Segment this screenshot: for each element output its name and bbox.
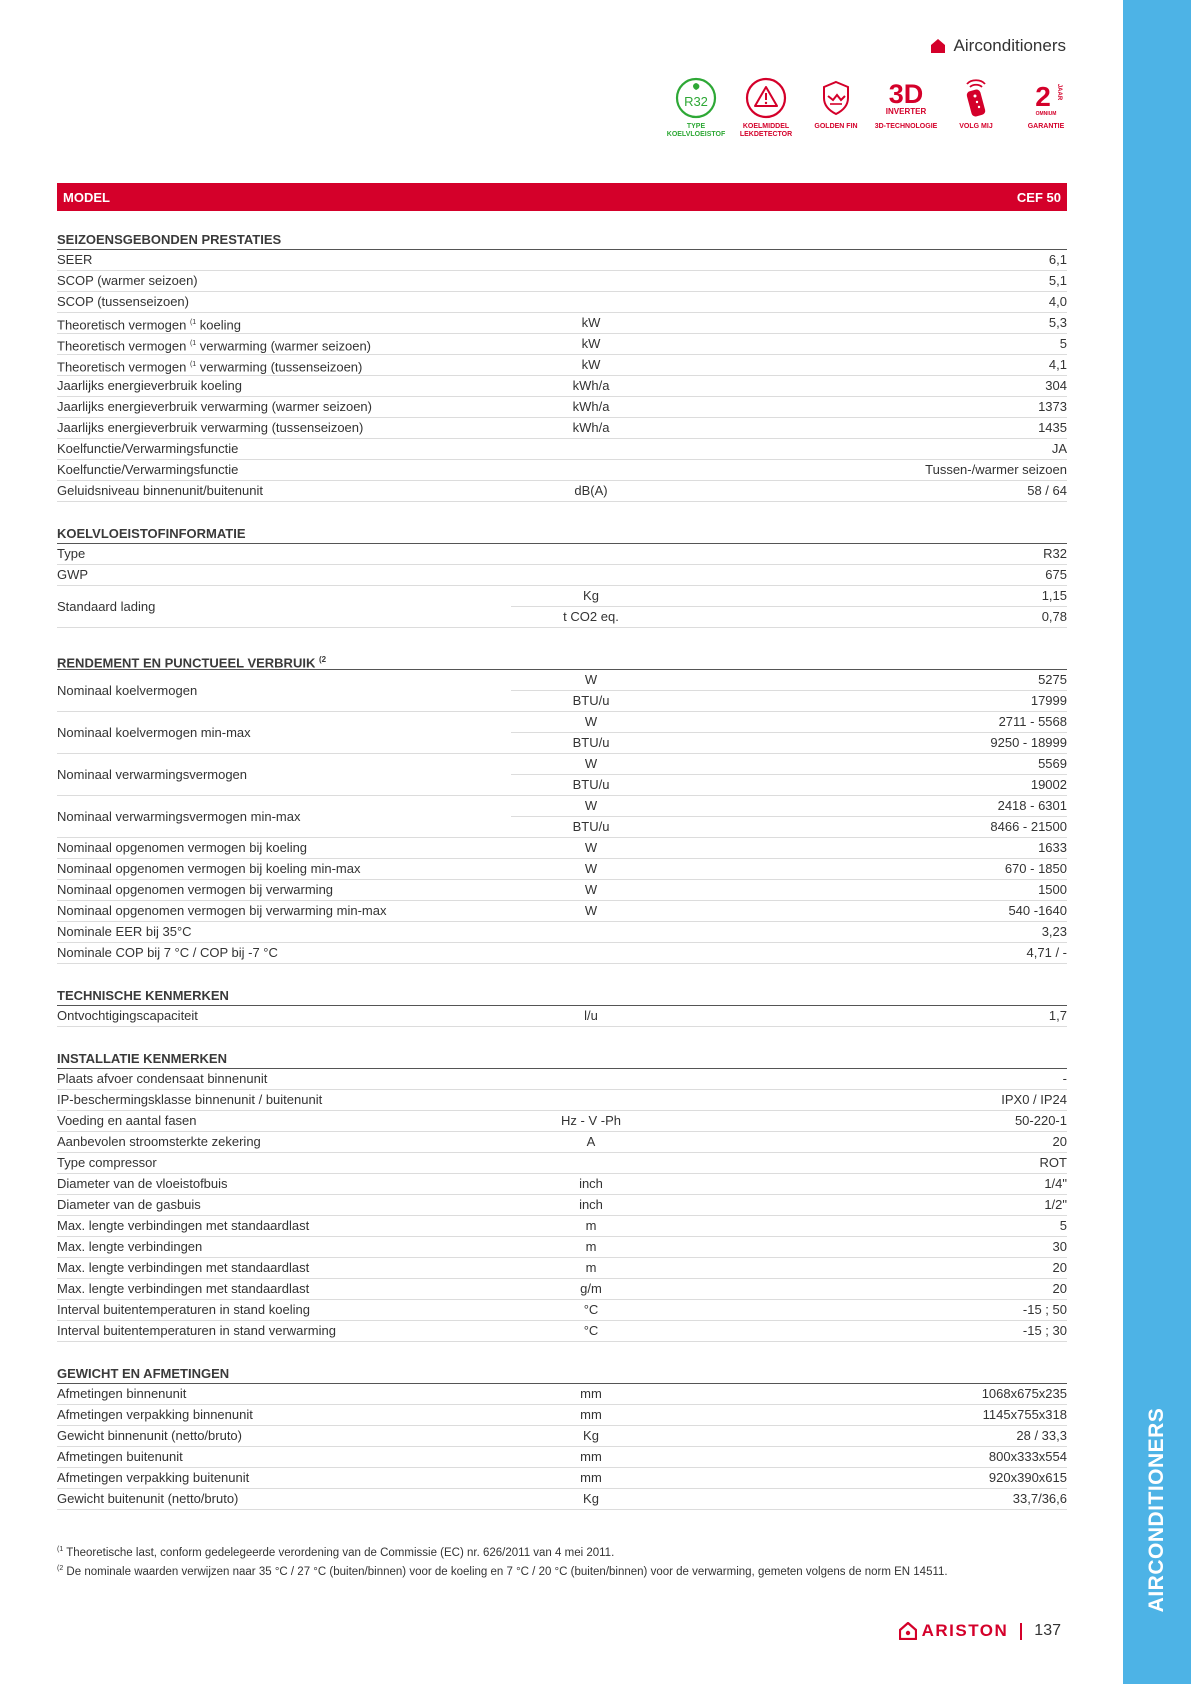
model-value: CEF 50 bbox=[1016, 189, 1061, 205]
row-label: Diameter van de vloeistofbuis bbox=[57, 1174, 511, 1195]
row-unit: W bbox=[511, 670, 671, 691]
row-value: 4,71 / - bbox=[671, 943, 1067, 964]
row-value: 1/4" bbox=[671, 1174, 1067, 1195]
table-row bbox=[57, 418, 1067, 439]
row-label: IP-beschermingsklasse binnenunit / buitenunit bbox=[57, 1090, 511, 1111]
table-row bbox=[57, 1468, 1067, 1489]
footnote-marker: (2 bbox=[57, 1564, 64, 1572]
row-value: 1,15 bbox=[671, 586, 1067, 607]
footnote bbox=[57, 1561, 1097, 1580]
row-unit: kWh/a bbox=[511, 376, 671, 397]
badge-r32 bbox=[660, 76, 732, 139]
row-label: Max. lengte verbindingen met standaardlast bbox=[57, 1216, 511, 1237]
warranty-number: 2 bbox=[1035, 81, 1051, 112]
row-unit: W bbox=[511, 859, 671, 880]
label-text: verwarming (tussenseizoen) bbox=[196, 359, 363, 375]
sub-row bbox=[511, 670, 1067, 691]
row-unit: °C bbox=[511, 1321, 671, 1342]
row-label: Interval buitentemperaturen in stand verwarming bbox=[57, 1321, 511, 1342]
model-header bbox=[57, 183, 1067, 211]
row-unit: kWh/a bbox=[511, 397, 671, 418]
footnote-marker: (1 bbox=[189, 340, 197, 347]
row-unit: m bbox=[511, 1216, 671, 1237]
row-label: Plaats afvoer condensaat binnenunit bbox=[57, 1069, 511, 1090]
row-label: Max. lengte verbindingen met standaardlast bbox=[57, 1279, 511, 1300]
warranty-omnium: OMNIUM bbox=[1035, 111, 1057, 117]
row-label: Jaarlijks energieverbruik verwarming (warmer seizoen) bbox=[57, 397, 511, 418]
row-label: Standaard lading bbox=[57, 586, 511, 628]
row-value: -15 ; 50 bbox=[671, 1300, 1067, 1321]
row-label: Afmetingen verpakking binnenunit bbox=[57, 1405, 511, 1426]
row-label: Gewicht buitenunit (netto/bruto) bbox=[57, 1489, 511, 1510]
ariston-house-icon bbox=[899, 1622, 917, 1640]
table-row bbox=[57, 1258, 1067, 1279]
row-unit: W bbox=[511, 880, 671, 901]
footer-brand bbox=[899, 1621, 1061, 1641]
row-label: Nominaal koelvermogen min-max bbox=[57, 712, 511, 754]
sub-rows bbox=[511, 586, 1067, 628]
row-label: Afmetingen verpakking buitenunit bbox=[57, 1468, 511, 1489]
row-label bbox=[57, 355, 511, 376]
row-value: 1435 bbox=[671, 418, 1067, 439]
sub-row bbox=[511, 586, 1067, 607]
row-label: Nominaal verwarmingsvermogen bbox=[57, 754, 511, 796]
row-unit: BTU/u bbox=[511, 775, 671, 796]
badge-label-garantie: GARANTIE bbox=[1027, 123, 1065, 130]
row-label: Nominaal opgenomen vermogen bij verwarming bbox=[57, 880, 511, 901]
row-unit: m bbox=[511, 1258, 671, 1279]
table-row bbox=[57, 439, 1067, 460]
3d-inverter-icon bbox=[884, 76, 928, 120]
row-label: Interval buitentemperaturen in stand koeling bbox=[57, 1300, 511, 1321]
row-value: 304 bbox=[671, 376, 1067, 397]
section-title: TECHNISCHE KENMERKEN bbox=[57, 985, 1067, 1006]
table-row bbox=[57, 943, 1067, 964]
row-value: 2711 - 5568 bbox=[671, 712, 1067, 733]
section-installatie bbox=[57, 1048, 1067, 1342]
table-row bbox=[57, 838, 1067, 859]
warranty-icon bbox=[1024, 76, 1068, 120]
row-unit: A bbox=[511, 1132, 671, 1153]
section-seizoensgebonden bbox=[57, 229, 1067, 502]
row-value: 540 -1640 bbox=[671, 901, 1067, 922]
table-row bbox=[57, 1132, 1067, 1153]
row-label: SCOP (tussenseizoen) bbox=[57, 292, 511, 313]
row-value: 20 bbox=[671, 1279, 1067, 1300]
table-row bbox=[57, 481, 1067, 502]
row-label: SEER bbox=[57, 250, 511, 271]
row-unit: Hz - V -Ph bbox=[511, 1111, 671, 1132]
badge-label-lekdetector: KOELMIDDEL LEKDETECTOR bbox=[739, 123, 793, 138]
table-row-group bbox=[57, 670, 1067, 712]
row-label: Nominale EER bij 35°C bbox=[57, 922, 511, 943]
table-row bbox=[57, 355, 1067, 376]
row-value: 3,23 bbox=[671, 922, 1067, 943]
warning-triangle-icon bbox=[744, 76, 788, 120]
section-koelvloeistof bbox=[57, 523, 1067, 628]
table-row bbox=[57, 397, 1067, 418]
row-label: Jaarlijks energieverbruik verwarming (tussenseizoen) bbox=[57, 418, 511, 439]
sub-rows bbox=[511, 712, 1067, 754]
table-row bbox=[57, 1174, 1067, 1195]
section-rendement bbox=[57, 649, 1067, 964]
sub-row bbox=[511, 754, 1067, 775]
row-value: 20 bbox=[671, 1258, 1067, 1279]
row-label: Aanbevolen stroomsterkte zekering bbox=[57, 1132, 511, 1153]
sub-row bbox=[511, 733, 1067, 754]
table-row-group bbox=[57, 586, 1067, 628]
row-value: 30 bbox=[671, 1237, 1067, 1258]
label-text: Theoretisch vermogen bbox=[57, 359, 190, 375]
sub-rows bbox=[511, 754, 1067, 796]
table-row bbox=[57, 334, 1067, 355]
table-row-group bbox=[57, 754, 1067, 796]
row-label: Jaarlijks energieverbruik koeling bbox=[57, 376, 511, 397]
row-unit bbox=[511, 460, 671, 481]
row-label: Koelfunctie/Verwarmingsfunctie bbox=[57, 460, 511, 481]
brand-name: ARISTON bbox=[921, 1621, 1009, 1640]
row-label: Gewicht binnenunit (netto/bruto) bbox=[57, 1426, 511, 1447]
row-value: 50-220-1 bbox=[671, 1111, 1067, 1132]
row-value: 800x333x554 bbox=[671, 1447, 1067, 1468]
section-gewicht bbox=[57, 1363, 1067, 1510]
row-value: 5 bbox=[671, 334, 1067, 355]
row-value: 20 bbox=[671, 1132, 1067, 1153]
table-row bbox=[57, 292, 1067, 313]
brand-divider bbox=[1020, 1623, 1022, 1640]
table-row bbox=[57, 1447, 1067, 1468]
table-row bbox=[57, 1153, 1067, 1174]
table-row bbox=[57, 1384, 1067, 1405]
row-value: 6,1 bbox=[671, 250, 1067, 271]
table-row bbox=[57, 1300, 1067, 1321]
row-unit: inch bbox=[511, 1174, 671, 1195]
row-label: SCOP (warmer seizoen) bbox=[57, 271, 511, 292]
row-unit bbox=[511, 292, 671, 313]
table-row bbox=[57, 271, 1067, 292]
row-value: 28 / 33,3 bbox=[671, 1426, 1067, 1447]
category-label: Airconditioners bbox=[953, 36, 1066, 55]
table-row bbox=[57, 544, 1067, 565]
row-unit bbox=[511, 922, 671, 943]
table-row bbox=[57, 565, 1067, 586]
table-row-group bbox=[57, 796, 1067, 838]
table-row-group bbox=[57, 712, 1067, 754]
footnote-marker: (1 bbox=[189, 319, 197, 326]
table-row bbox=[57, 1216, 1067, 1237]
badge-label-koelvloeistof: TYPE KOELVLOEISTOF bbox=[666, 123, 726, 138]
row-label: Nominaal opgenomen vermogen bij koeling min-max bbox=[57, 859, 511, 880]
sub-row bbox=[511, 817, 1067, 838]
row-value: 1633 bbox=[671, 838, 1067, 859]
row-value: 5275 bbox=[671, 670, 1067, 691]
label-text: Theoretisch vermogen bbox=[57, 317, 190, 333]
row-unit: BTU/u bbox=[511, 733, 671, 754]
row-label: Afmetingen buitenunit bbox=[57, 1447, 511, 1468]
feature-badges bbox=[660, 76, 1080, 158]
row-unit: kW bbox=[511, 334, 671, 355]
row-label: Voeding en aantal fasen bbox=[57, 1111, 511, 1132]
table-row bbox=[57, 922, 1067, 943]
row-unit: inch bbox=[511, 1195, 671, 1216]
row-unit: l/u bbox=[511, 1006, 671, 1027]
row-value: 1145x755x318 bbox=[671, 1405, 1067, 1426]
label-text: verwarming (warmer seizoen) bbox=[196, 338, 372, 354]
row-value: R32 bbox=[671, 544, 1067, 565]
row-label: Nominaal koelvermogen bbox=[57, 670, 511, 712]
row-unit: dB(A) bbox=[511, 481, 671, 502]
row-value: 1068x675x235 bbox=[671, 1384, 1067, 1405]
row-unit: kWh/a bbox=[511, 418, 671, 439]
row-label bbox=[57, 334, 511, 355]
row-value: 1/2" bbox=[671, 1195, 1067, 1216]
3d-text: 3D bbox=[888, 79, 924, 109]
row-label: Nominaal opgenomen vermogen bij koeling bbox=[57, 838, 511, 859]
sub-row bbox=[511, 607, 1067, 628]
row-unit: mm bbox=[511, 1405, 671, 1426]
row-value: 2418 - 6301 bbox=[671, 796, 1067, 817]
row-label: Afmetingen binnenunit bbox=[57, 1384, 511, 1405]
table-row bbox=[57, 1090, 1067, 1111]
badge-label-3d: 3D-TECHNOLOGIE bbox=[874, 123, 938, 130]
row-value: -15 ; 30 bbox=[671, 1321, 1067, 1342]
row-unit: W bbox=[511, 796, 671, 817]
row-label: Type bbox=[57, 544, 511, 565]
row-value: JA bbox=[671, 439, 1067, 460]
sub-row bbox=[511, 796, 1067, 817]
house-icon bbox=[930, 38, 946, 54]
sub-rows bbox=[511, 670, 1067, 712]
row-unit bbox=[511, 544, 671, 565]
badge-volg-mij bbox=[940, 76, 1012, 131]
row-value: 58 / 64 bbox=[671, 481, 1067, 502]
row-value: 670 - 1850 bbox=[671, 859, 1067, 880]
model-label: MODEL bbox=[63, 189, 110, 205]
row-value: 9250 - 18999 bbox=[671, 733, 1067, 754]
footnote-marker: (2 bbox=[318, 655, 327, 664]
table-row bbox=[57, 880, 1067, 901]
row-unit bbox=[511, 271, 671, 292]
row-value: 33,7/36,6 bbox=[671, 1489, 1067, 1510]
row-unit bbox=[511, 1153, 671, 1174]
row-unit bbox=[511, 1069, 671, 1090]
sub-row bbox=[511, 691, 1067, 712]
row-value: 675 bbox=[671, 565, 1067, 586]
table-row bbox=[57, 1111, 1067, 1132]
row-label: Geluidsniveau binnenunit/buitenunit bbox=[57, 481, 511, 502]
row-unit: W bbox=[511, 754, 671, 775]
row-value: IPX0 / IP24 bbox=[671, 1090, 1067, 1111]
row-value: 4,1 bbox=[671, 355, 1067, 376]
section-title: INSTALLATIE KENMERKEN bbox=[57, 1048, 1067, 1069]
section-title bbox=[57, 649, 1067, 670]
footnote-marker: (1 bbox=[57, 1546, 64, 1553]
row-unit: °C bbox=[511, 1300, 671, 1321]
row-value: Tussen-/warmer seizoen bbox=[671, 460, 1067, 481]
row-value: 17999 bbox=[671, 691, 1067, 712]
row-unit: BTU/u bbox=[511, 817, 671, 838]
row-unit: W bbox=[511, 901, 671, 922]
row-unit: mm bbox=[511, 1468, 671, 1489]
badge-golden-fin bbox=[800, 76, 872, 131]
row-value: 5 bbox=[671, 1216, 1067, 1237]
table-row bbox=[57, 1069, 1067, 1090]
table-row bbox=[57, 1321, 1067, 1342]
row-unit: mm bbox=[511, 1384, 671, 1405]
row-unit: W bbox=[511, 712, 671, 733]
badge-3d-inverter bbox=[870, 76, 942, 131]
table-row bbox=[57, 1279, 1067, 1300]
row-label: Nominaal opgenomen vermogen bij verwarming min-max bbox=[57, 901, 511, 922]
section-technisch bbox=[57, 985, 1067, 1027]
r32-leaf-icon bbox=[674, 76, 718, 120]
row-unit bbox=[511, 1090, 671, 1111]
row-label: Type compressor bbox=[57, 1153, 511, 1174]
row-value: 1373 bbox=[671, 397, 1067, 418]
row-value: 5,3 bbox=[671, 313, 1067, 334]
table-row bbox=[57, 313, 1067, 334]
page-number: 137 bbox=[1034, 1622, 1061, 1639]
row-unit bbox=[511, 943, 671, 964]
category-header bbox=[930, 36, 1066, 56]
table-row bbox=[57, 859, 1067, 880]
remote-control-icon bbox=[954, 76, 998, 120]
row-label: Nominaal verwarmingsvermogen min-max bbox=[57, 796, 511, 838]
badge-lekdetector bbox=[730, 76, 802, 139]
row-label: Nominale COP bij 7 °C / COP bij -7 °C bbox=[57, 943, 511, 964]
row-label: Max. lengte verbindingen bbox=[57, 1237, 511, 1258]
row-unit: BTU/u bbox=[511, 691, 671, 712]
table-row bbox=[57, 376, 1067, 397]
badge-label-golden-fin: GOLDEN FIN bbox=[814, 123, 858, 130]
golden-fin-icon bbox=[814, 76, 858, 120]
row-value: 1,7 bbox=[671, 1006, 1067, 1027]
row-value: 8466 - 21500 bbox=[671, 817, 1067, 838]
section-title: GEWICHT EN AFMETINGEN bbox=[57, 1363, 1067, 1384]
spec-table bbox=[57, 183, 1067, 1531]
footnote bbox=[57, 1542, 1097, 1561]
inverter-text: INVERTER bbox=[885, 107, 927, 116]
section-title-text: RENDEMENT EN PUNCTUEEL VERBRUIK bbox=[57, 655, 316, 671]
footnote-marker: (1 bbox=[189, 361, 197, 368]
row-value: 5,1 bbox=[671, 271, 1067, 292]
table-row bbox=[57, 901, 1067, 922]
row-value: ROT bbox=[671, 1153, 1067, 1174]
row-unit: g/m bbox=[511, 1279, 671, 1300]
sub-row bbox=[511, 775, 1067, 796]
section-title: KOELVLOEISTOFINFORMATIE bbox=[57, 523, 1067, 544]
table-row bbox=[57, 1195, 1067, 1216]
footnote-text: De nominale waarden verwijzen naar 35 °C / 27 °C (buiten/binnen) voor de koeling en 7 °C / 20 °C (buiten/binnen) voor de verwarming, gemeten volgens de norm EN 14511. bbox=[63, 1565, 948, 1578]
table-row bbox=[57, 1006, 1067, 1027]
sub-rows bbox=[511, 796, 1067, 838]
section-title: SEIZOENSGEBONDEN PRESTATIES bbox=[57, 229, 1067, 250]
ariston-logo bbox=[899, 1621, 1009, 1641]
row-unit: kW bbox=[511, 355, 671, 376]
table-row bbox=[57, 460, 1067, 481]
label-text: Theoretisch vermogen bbox=[57, 338, 190, 354]
row-label: Max. lengte verbindingen met standaardlast bbox=[57, 1258, 511, 1279]
row-value: 0,78 bbox=[671, 607, 1067, 628]
row-label: Ontvochtigingscapaciteit bbox=[57, 1006, 511, 1027]
row-value: 920x390x615 bbox=[671, 1468, 1067, 1489]
row-label: Diameter van de gasbuis bbox=[57, 1195, 511, 1216]
badge-label-volg-mij: VOLG MIJ bbox=[959, 123, 993, 130]
row-unit: m bbox=[511, 1237, 671, 1258]
row-unit bbox=[511, 439, 671, 460]
label-text: koeling bbox=[196, 317, 241, 333]
table-row bbox=[57, 250, 1067, 271]
row-value: 1500 bbox=[671, 880, 1067, 901]
badge-garantie bbox=[1010, 76, 1082, 131]
row-label bbox=[57, 313, 511, 334]
row-value: 4,0 bbox=[671, 292, 1067, 313]
row-unit: Kg bbox=[511, 1489, 671, 1510]
row-label: Koelfunctie/Verwarmingsfunctie bbox=[57, 439, 511, 460]
row-unit bbox=[511, 250, 671, 271]
warranty-jaar: JAAR bbox=[1056, 83, 1062, 101]
table-row bbox=[57, 1489, 1067, 1510]
row-unit: kW bbox=[511, 313, 671, 334]
row-unit: mm bbox=[511, 1447, 671, 1468]
footnotes bbox=[57, 1542, 1097, 1580]
row-unit: Kg bbox=[511, 1426, 671, 1447]
sub-row bbox=[511, 712, 1067, 733]
row-unit bbox=[511, 565, 671, 586]
table-row bbox=[57, 1426, 1067, 1447]
row-value: - bbox=[671, 1069, 1067, 1090]
side-tab-label: AIRCONDITIONERS bbox=[1145, 1407, 1168, 1613]
r32-text: R32 bbox=[684, 94, 708, 109]
row-unit: Kg bbox=[511, 586, 671, 607]
row-label: GWP bbox=[57, 565, 511, 586]
row-value: 5569 bbox=[671, 754, 1067, 775]
table-row bbox=[57, 1405, 1067, 1426]
row-unit: W bbox=[511, 838, 671, 859]
table-row bbox=[57, 1237, 1067, 1258]
row-value: 19002 bbox=[671, 775, 1067, 796]
row-unit: t CO2 eq. bbox=[511, 607, 671, 628]
footnote-text: Theoretische last, conform gedelegeerde verordening van de Commissie (EC) nr. 626/2011 van 4 mei 2011. bbox=[63, 1546, 615, 1559]
